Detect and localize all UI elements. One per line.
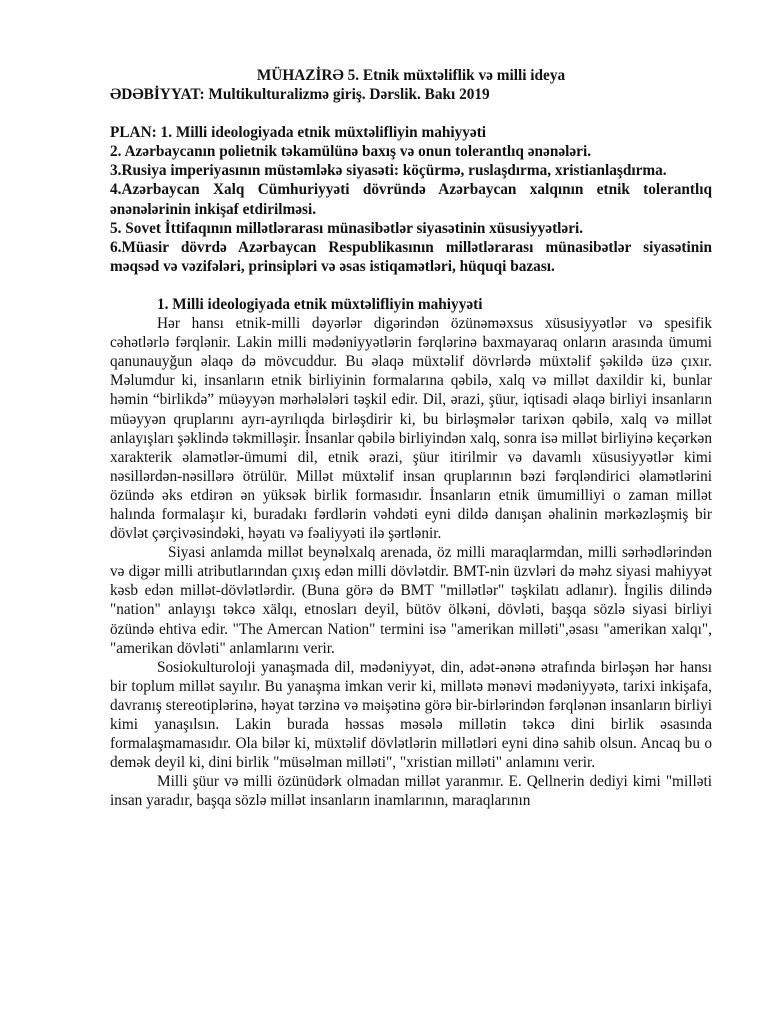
plan-item-2: 2. Azərbaycanın polietnik təkamülünə baxış və onun tolerantlıq ənənələri. <box>110 143 592 161</box>
spacer <box>110 104 712 123</box>
lecture-plan <box>110 123 712 276</box>
paragraph-3: Sosiokulturoloji yanaşmada dil, mədəniyyət, din, adət-ənənə ətrafında birləşən hər hansı bir toplum millət sayılır. Bu yanaşma imkan verir ki, millətə mənəvi mədəniyyətə, tarixi inkişafa, davranış stereotiplərinə, həyat tərzinə və məişətinə görə bir-birlərindən fərqlənən insanların birliyi kimi yanaşılsın. Lakin burada həssas məsələ millətin təkcə dini birlik əsasında formalaşmamasıdır. Ola bilər ki, müxtəlif dövlətlərin millətləri eyni dinə sahib olsun. Ancaq bu o demək deyil ki, dini birlik "müsəlman milləti", "xristian milləti" anlamını verir. <box>110 658 712 772</box>
paragraph-1: Hər hansı etnik-milli dəyərlər digərindən özünəməxsus xüsusiyyətlər və spesifik cəhətlərlə fərqlənir. Lakin milli mədəniyyətlərin fərqlərinə baxmayaraq onların arasında ümumi qanunauyğun əlaqə də mövcuddur. Bu əlaqə müxtəlif dövrlərdə müxtəlif şəkildə üzə çıxır. Məlumdur ki, insanların etnik birliyinin formalarına qəbilə, xalq və millət daxildir ki, bunlar həmin “birlikdə” müəyyən mərhələləri təşkil edir. Dil, ərazi, şüur, iqtisadi əlaqə birliyi insanların müəyyən qruplarını ayrı-ayrılıqda birləşdirir ki, bu birləşmələr tarixən qəbilə, xalq və millət anlayışları şəklində təkmilləşir. İnsanlar qəbilə birliyindən xalq, sonra isə millət birliyinə keçərkən xarakterik əlamətlər-ümumi dil, etnik ərazi, şüur itirilmir və davamlı xüsusiyyətlər kimi nəsillərdən-nəsillərə ötrülür. Millət müxtəlif insan qruplarının bəzi fərqləndirici əlamətlərini özündə əks etdirən ən yüksək birlik formasıdır. İnsanların etnik ümumilliyi o zaman millət halında formalaşır ki, buradakı fərdlərin vəhdəti eyni dildə danışan əhalinin mərkəzləşmiş bir dövlət çərçivəsindəki, həyatı və fəaliyyəti ilə şərtlənir. <box>110 315 712 543</box>
plan-item-3: 3.Rusiya imperiyasının müstəmləkə siyasəti: köçürmə, ruslaşdırma, xristianlaşdırma. <box>110 162 667 180</box>
paragraph-4: Milli şüur və milli özünüdərk olmadan millət yaranmır. E. Qellnerin dediyi kimi "milləti insan yaradır, başqa sözlə millət insanların inamlarının, maraqlarının <box>110 773 712 810</box>
document-page <box>110 66 712 810</box>
plan-item-5: 5. Sovet İttifaqının millətlərarası münasibətlər siyasətinin xüsusiyyətləri. <box>110 219 584 237</box>
section-title: 1. Milli ideologiyada etnik müxtəlifliyin mahiyyəti <box>157 295 483 313</box>
plan-item-1: PLAN: 1. Milli ideologiyada etnik müxtəlifliyin mahiyyəti <box>110 124 487 142</box>
literature-reference: ƏDƏBİYYAT: Multikulturalizmə giriş. Dərslik. Bakı 2019 <box>110 86 490 104</box>
plan-item-6: 6.Müasir dövrdə Azərbaycan Respublikasının millətlərarası münasibətlər siyasətinin məqsəd və vəzifələri, prinsipləri və əsas istiqamətləri, hüquqi bazası. <box>110 238 712 275</box>
lecture-title: MÜHAZİRƏ 5. Etnik müxtəliflik və milli ideya <box>256 67 566 84</box>
plan-item-4: 4.Azərbaycan Xalq Cümhuriyyəti dövründə Azərbaycan xalqının etnik tolerantlıq ənənələrinin inkişaf etdirilməsi. <box>110 181 712 218</box>
paragraph-2: Siyasi anlamda millət beynəlxalq arenada, öz milli maraqlarmdan, milli sərhədlərindən və digər milli atributlarından çıxış edən milli dövlətdir. BMT-nin üzvləri də məhz siyasi mahiyyət kəsb edən millət-dövlətlərdir. (Buna görə də BMT "millətlər" təşkilatı adlanır). İngilis dilində "nation" anlayışı təkcə xälqı, etnosları deyil, bütöv ölkəni, dövləti, başqa sözlə siyasi birliyi özündə ehtiva edir. "The Amercan Nation" termini isə "amerikan milləti",əsası "amerikan xalqı", "amerikan dövləti" anlamlarını verir. <box>110 544 712 657</box>
spacer <box>110 276 712 295</box>
